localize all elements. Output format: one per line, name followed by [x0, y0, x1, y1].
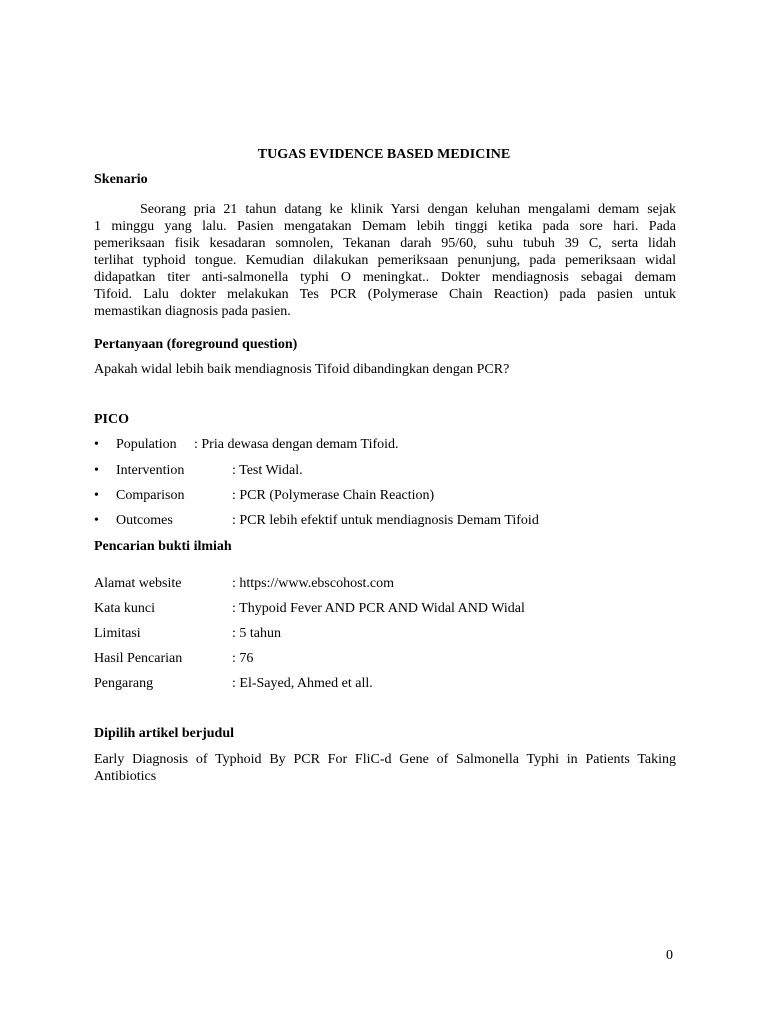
bullet-icon: •: [94, 513, 99, 528]
scenario-line: didapatkan titer anti-salmonella typhi O meningkat.. Dokter mendiagnosis sebagai demam: [94, 270, 676, 285]
scenario-paragraph: [94, 201, 676, 320]
scenario-line: memastikan diagnosis pada pasien.: [94, 304, 291, 319]
bullet-icon: •: [94, 463, 99, 478]
scenario-line: Seorang pria 21 tahun datang ke klinik Yarsi dengan keluhan mengalami demam sejak: [140, 202, 676, 217]
document-title: TUGAS EVIDENCE BASED MEDICINE: [257, 147, 511, 162]
search-value: : https://www.ebscohost.com: [232, 576, 395, 591]
search-label: Hasil Pencarian: [94, 651, 183, 666]
search-value: : Thypoid Fever AND PCR AND Widal AND Widal: [232, 601, 525, 616]
scenario-line: 1 minggu yang lalu. Pasien mengatakan Demam lebih tinggi ketika pada sore hari. Pada: [94, 219, 676, 234]
pico-label: Intervention: [116, 463, 185, 478]
question-text: Apakah widal lebih baik mendiagnosis Tifoid dibandingkan dengan PCR?: [94, 362, 510, 377]
search-label: Pengarang: [94, 676, 154, 691]
search-value: : El-Sayed, Ahmed et all.: [232, 676, 373, 691]
question-heading: Pertanyaan (foreground question): [94, 337, 298, 352]
scenario-line: Tifoid. Lalu dokter melakukan Tes PCR (Polymerase Chain Reaction) pada pasien untuk: [94, 287, 676, 302]
search-value: : 5 tahun: [232, 626, 281, 641]
search-label: Limitasi: [94, 626, 141, 641]
search-label: Kata kunci: [94, 601, 156, 616]
scenario-line: terlihat typhoid tongue. Kemudian dilakukan pemeriksaan penunjung, pada pemeriksaan widal: [94, 253, 676, 268]
pico-label: Comparison: [116, 488, 185, 503]
bullet-icon: •: [94, 437, 99, 452]
pico-heading: PICO: [94, 412, 129, 427]
pico-value: : Test Widal.: [232, 463, 303, 478]
page-number: 0: [666, 948, 673, 963]
pico-value: : Pria dewasa dengan demam Tifoid.: [194, 437, 399, 452]
pico-value: : PCR (Polymerase Chain Reaction): [232, 488, 435, 503]
article-title-line: Antibiotics: [94, 769, 157, 784]
scenario-line: pemeriksaan fisik kesadaran somnolen, Tekanan darah 95/60, suhu tubuh 39 C, serta lidah: [94, 236, 676, 251]
scenario-heading: Skenario: [94, 172, 148, 187]
article-heading: Dipilih artikel berjudul: [94, 726, 235, 741]
pico-label: Outcomes: [116, 513, 173, 528]
search-heading: Pencarian bukti ilmiah: [94, 539, 232, 554]
bullet-icon: •: [94, 488, 99, 503]
search-value: : 76: [232, 651, 254, 666]
article-title: [94, 751, 676, 785]
pico-label: Population: [116, 437, 177, 452]
pico-value: : PCR lebih efektif untuk mendiagnosis Demam Tifoid: [232, 513, 539, 528]
article-title-line: Early Diagnosis of Typhoid By PCR For FliC-d Gene of Salmonella Typhi in Patients Taking: [94, 752, 676, 767]
search-label: Alamat website: [94, 576, 182, 591]
